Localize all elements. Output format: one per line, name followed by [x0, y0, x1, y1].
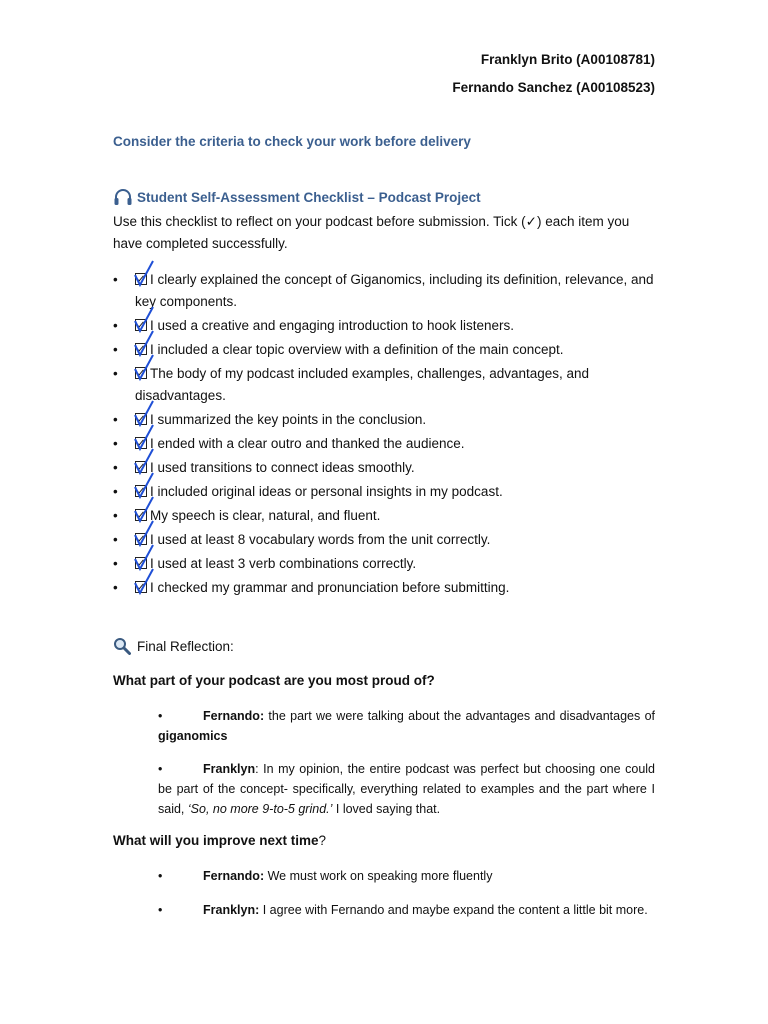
- checklist-item: [113, 339, 658, 361]
- checklist-item: [113, 505, 658, 527]
- checkbox-icon: [135, 343, 147, 355]
- question-proud: What part of your podcast are you most proud of?: [113, 673, 435, 688]
- checklist-item: [113, 481, 658, 503]
- bullet-icon: •: [113, 532, 118, 547]
- checklist-item-text: I summarized the key points in the conclusion.: [150, 412, 427, 427]
- checklist-item-text: I used at least 3 verb combinations correctly.: [150, 556, 417, 571]
- answer-fernando-proud: [158, 706, 655, 746]
- bullet-icon: •: [158, 762, 163, 776]
- answer-text: the part we were talking about the advantages and disadvantages of: [264, 709, 655, 723]
- bullet-icon: •: [113, 556, 118, 571]
- checklist-item: [113, 457, 658, 479]
- checklist-item-text: My speech is clear, natural, and fluent.: [150, 508, 381, 523]
- checkbox-icon: [135, 485, 147, 497]
- answer-text: We must work on speaking more fluently: [264, 869, 493, 883]
- answer-text: : In my opinion, the entire podcast was perfect but choosing one could be part of the concept- specifically, everything related to examples and the part where I said,: [158, 762, 655, 816]
- headphones-icon: [113, 188, 133, 206]
- checklist-item-text: I checked my grammar and pronunciation before submitting.: [150, 580, 510, 595]
- criteria-heading: Consider the criteria to check your work before delivery: [113, 134, 471, 149]
- author-name: Franklyn Brito (A00108781): [480, 52, 655, 67]
- bullet-icon: •: [158, 903, 163, 917]
- checkbox-icon: [135, 319, 147, 331]
- bullet-icon: •: [113, 484, 118, 499]
- bullet-icon: •: [113, 272, 118, 287]
- reflection-heading: [113, 637, 234, 655]
- checklist-item: [113, 553, 658, 575]
- answer-text-tail: I loved saying that.: [332, 802, 441, 816]
- intro-text: Use this checklist to reflect on your podcast before submission. Tick (✓) each item you have completed successfully.: [113, 214, 630, 251]
- bullet-icon: •: [113, 508, 118, 523]
- question-improve-text: What will you improve next time: [113, 833, 319, 848]
- checklist-item-text: The body of my podcast included examples, challenges, advantages, and disadvantages.: [135, 366, 590, 403]
- checklist-item-text: I included original ideas or personal insights in my podcast.: [150, 484, 503, 499]
- checklist-item: [113, 315, 658, 337]
- bullet-icon: •: [113, 366, 118, 381]
- answer-franklyn-improve: [158, 900, 655, 920]
- bullet-icon: •: [113, 342, 118, 357]
- answer-franklyn-proud: [158, 759, 655, 819]
- checkbox-icon: [135, 273, 147, 285]
- checklist-item-text: I used transitions to connect ideas smoothly.: [150, 460, 415, 475]
- checklist-item: [113, 409, 658, 431]
- checklist-item: [113, 269, 658, 313]
- question-mark: ?: [318, 833, 327, 848]
- reflection-title: Final Reflection:: [137, 638, 234, 654]
- checklist-title: Student Self-Assessment Checklist – Podcast Project: [137, 189, 481, 205]
- bullet-icon: •: [113, 412, 118, 427]
- checklist-item: [113, 363, 658, 407]
- speaker-name: Franklyn:: [203, 903, 260, 917]
- bullet-icon: •: [113, 460, 118, 475]
- authors-block: [452, 46, 655, 102]
- answer-fernando-improve: [158, 866, 655, 886]
- bullet-icon: •: [113, 436, 118, 451]
- bullet-icon: •: [113, 318, 118, 333]
- checklist-item: [113, 529, 658, 551]
- checkbox-icon: [135, 413, 147, 425]
- checklist: [113, 269, 658, 601]
- checklist-item: [113, 433, 658, 455]
- checklist-item-text: I ended with a clear outro and thanked the audience.: [150, 436, 465, 451]
- checklist-item: [113, 577, 658, 599]
- checkbox-icon: [135, 461, 147, 473]
- bullet-icon: •: [113, 580, 118, 595]
- checkbox-icon: [135, 533, 147, 545]
- bullet-icon: •: [158, 869, 163, 883]
- checklist-item-text: I clearly explained the concept of Giganomics, including its definition, relevance, and key components.: [135, 272, 654, 309]
- answer-text: I agree with Fernando and maybe expand the content a little bit more.: [259, 903, 648, 917]
- checklist-heading: [113, 188, 481, 206]
- speaker-name: Fernando:: [203, 709, 265, 723]
- checkbox-icon: [135, 509, 147, 521]
- answer-quote: ‘So, no more 9-to-5 grind.’: [187, 802, 333, 816]
- checkbox-icon: [135, 557, 147, 569]
- checkbox-icon: [135, 581, 147, 593]
- question-improve: [113, 833, 326, 848]
- author-name: Fernando Sanchez (A00108523): [452, 80, 655, 95]
- answer-bold-term: giganomics: [158, 729, 228, 743]
- checklist-item-text: I included a clear topic overview with a definition of the main concept.: [150, 342, 564, 357]
- checkbox-icon: [135, 437, 147, 449]
- checklist-item-text: I used at least 8 vocabulary words from the unit correctly.: [150, 532, 491, 547]
- bullet-icon: •: [158, 709, 163, 723]
- magnifier-icon: [113, 637, 131, 655]
- speaker-name: Fernando:: [203, 869, 265, 883]
- checkbox-icon: [135, 367, 147, 379]
- speaker-name: Franklyn: [203, 762, 256, 776]
- checklist-item-text: I used a creative and engaging introduction to hook listeners.: [150, 318, 514, 333]
